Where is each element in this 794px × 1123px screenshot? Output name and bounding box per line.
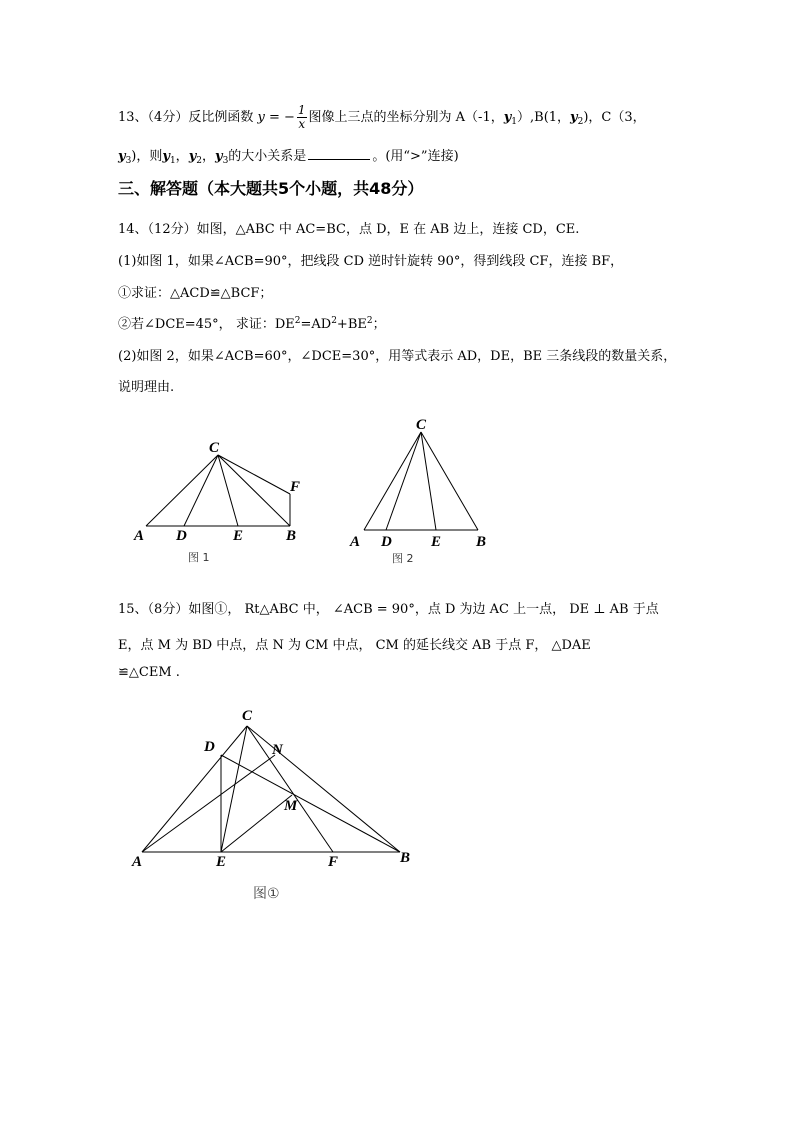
q13-text: )，C（3， <box>583 110 646 125</box>
fig2-caption: 图 2 <box>392 552 414 565</box>
y1-var: y <box>162 149 170 164</box>
q14-text: ②若∠DCE=45°， 求证：DE <box>118 317 295 332</box>
q13-text: )，则 <box>131 149 163 164</box>
section-title: 三、解答题（本大题共5个小题，共48分） <box>118 179 424 198</box>
segment-bd <box>221 755 400 852</box>
q13-text: 反比例函数 <box>188 110 254 125</box>
fig1-label-d: D <box>176 528 187 544</box>
fig1-caption: 图 1 <box>188 551 210 564</box>
fig1-label-f: F <box>290 479 301 495</box>
q13-text: 图像上三点的坐标分别为 A（-1， <box>308 110 504 125</box>
segment-ac <box>142 726 247 852</box>
q15-line-2: E，点 M 为 BD 中点，点 N 为 CM 中点， CM 的延长线交 AB 于点 F， △DAE <box>118 638 591 653</box>
fig3-label-a: A <box>132 854 143 870</box>
q14-line-3: ①求证：△ACD≌△BCF； <box>118 286 273 301</box>
fig2-label-e: E <box>431 534 442 550</box>
fig3-label-f: F <box>328 854 339 870</box>
segment-an <box>142 755 275 852</box>
superscript: 2 <box>294 316 301 326</box>
q13-number: 13、（4分） <box>118 110 189 125</box>
segment-bc <box>247 726 400 852</box>
y2-sub: 2 <box>196 156 202 166</box>
segment-em <box>221 795 292 852</box>
segment-bc <box>421 432 478 530</box>
q13-text: ， <box>175 149 189 164</box>
segment-ce <box>218 455 238 526</box>
y1-var: y <box>503 110 512 125</box>
fig2-label-b: B <box>476 534 487 550</box>
q13-text: ）,B(1， <box>517 110 571 125</box>
superscript: 2 <box>331 316 337 326</box>
fraction-denominator: x <box>298 117 306 131</box>
fraction-numerator: 1 <box>297 103 306 117</box>
q13-text: 。(用“>”连接) <box>372 149 459 164</box>
superscript: 2 <box>366 316 373 326</box>
fig3-label-b: B <box>400 850 411 866</box>
figure-1 <box>146 455 290 526</box>
segment-ce <box>221 726 247 852</box>
q14-text: +BE <box>336 317 367 332</box>
q13-text: 的大小关系是 <box>228 149 307 164</box>
y2-sub: 2 <box>577 117 584 127</box>
segment-ce <box>421 432 436 530</box>
y3-var: y <box>118 149 126 164</box>
y3-sub: 3 <box>125 156 132 166</box>
y3-var: y <box>215 149 223 164</box>
y1-sub: 1 <box>169 156 176 166</box>
fig2-label-c: C <box>416 417 427 433</box>
fig2-label-d: D <box>381 534 392 550</box>
fig1-label-c: C <box>209 440 220 456</box>
segment-cf <box>247 726 333 852</box>
fig3-label-m: M <box>284 798 298 814</box>
fig3-label-d: D <box>204 739 215 755</box>
q13-text: ， <box>201 149 215 164</box>
segment-cf <box>218 455 290 494</box>
q14-text: =AD <box>300 317 332 332</box>
y1-sub: 1 <box>511 117 518 127</box>
q14-line-1: 14、（12分）如图，△ABC 中 AC=BC，点 D，E 在 AB 边上，连接 CD，CE. <box>118 222 580 237</box>
segment-ac <box>146 455 218 526</box>
q14-line-2: (1)如图 1，如果∠ACB=90°，把线段 CD 逆时针旋转 90°，得到线段 CF，连接 BF， <box>118 254 624 269</box>
q15-line-3: ≌△CEM . <box>118 665 180 680</box>
fig3-label-n: N <box>272 742 283 758</box>
fig1-label-b: B <box>286 528 297 544</box>
fig3-label-e: E <box>216 854 227 870</box>
fig3-caption: 图① <box>253 886 280 902</box>
y2-var: y <box>188 149 197 164</box>
fig1-label-a: A <box>134 528 145 544</box>
q15-line-1: 15、（8分）如图①， Rt△ABC 中， ∠ACB = 90°，点 D 为边 AC 上一点， DE ⊥ AB 于点 <box>118 602 659 617</box>
fig1-label-e: E <box>233 528 244 544</box>
fig3-label-c: C <box>242 708 253 724</box>
q14-text: ； <box>372 317 386 332</box>
q14-line-6: 说明理由. <box>118 380 175 395</box>
segment-cd <box>386 432 421 530</box>
function-expression: y = − <box>257 110 295 125</box>
q14-line-5: (2)如图 2，如果∠ACB=60°，∠DCE=30°，用等式表示 AD，DE，BE 三条线段的数量关系， <box>118 349 677 364</box>
figure-3 <box>142 726 400 852</box>
segment-bc <box>218 455 290 526</box>
segment-ac <box>364 432 421 530</box>
fig2-label-a: A <box>350 534 361 550</box>
segment-cd <box>184 455 218 526</box>
y3-sub: 3 <box>222 156 229 166</box>
y2-var: y <box>570 110 578 125</box>
figure-2 <box>364 432 478 530</box>
